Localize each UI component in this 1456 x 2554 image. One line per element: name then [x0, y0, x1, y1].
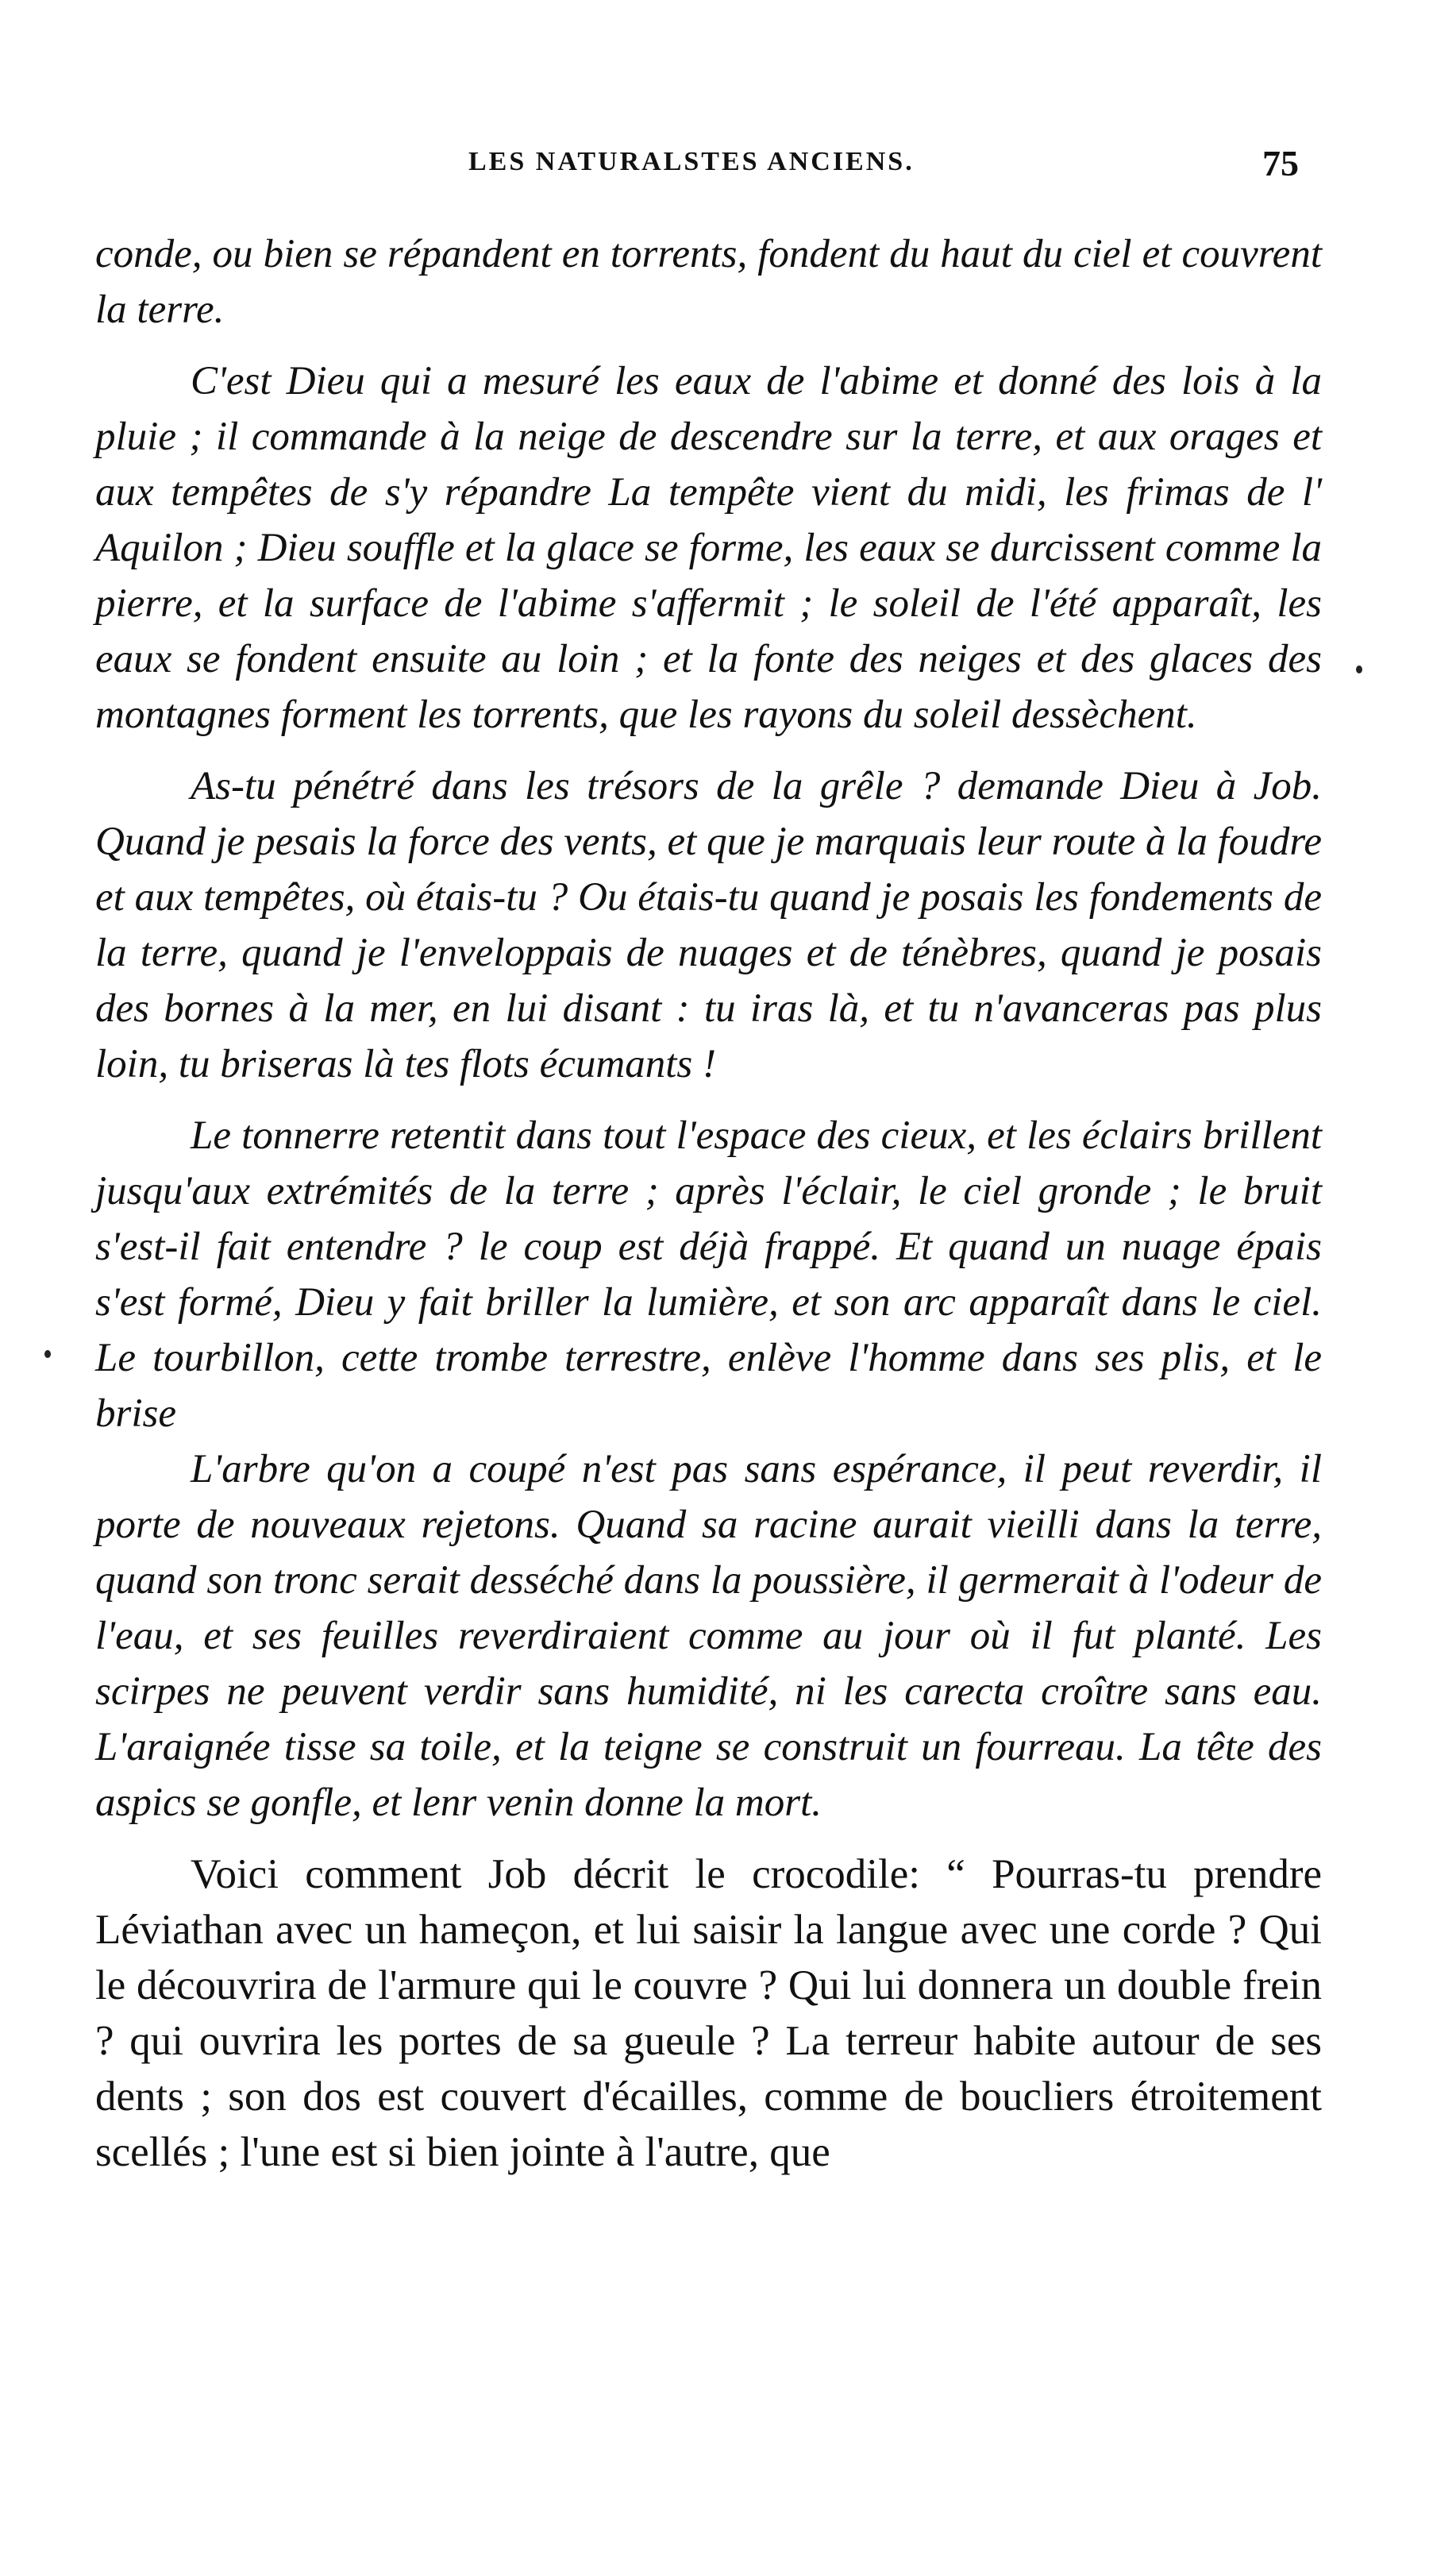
ink-speck — [44, 1350, 51, 1358]
page-number: 75 — [1262, 143, 1299, 183]
crocodile-quote: “ Pourras-tu prendre Léviathan avec un hameçon, et lui saisir la langue avec une corde ? Qui le découvrira de l'armure qui le couvre ? Qui lui donnera un double frein ? qui ouvrira les portes de sa gueule ? La terreur habite autour de ses dents ; son dos est couvert d'écailles, comme de boucliers étroitement scellés ; l'une est si bien jointe à l'autre, que — [95, 1851, 1323, 2175]
running-head — [0, 143, 1456, 195]
paragraph-tree: L'arbre qu'on a coupé n'est pas sans espérance, il peut reverdir, il porte de nouveaux rejetons. Quand sa racine aurait vieilli dans la terre, quand son tronc serait desséché dans la poussière, il germerait à l'odeur de l'eau, et ses feuilles reverdiraient comme au jour où il fut planté. Les scirpes ne peuvent verdir sans humidité, ni les carecta croître sans eau. L'araignée tisse sa toile, et la teigne se construit un fourreau. La tête des aspics se gonfle, et lenr venin donne la mort. — [95, 1447, 1322, 1825]
ink-speck — [1356, 666, 1362, 673]
body-text — [95, 226, 1322, 2180]
crocodile-intro: Voici comment Job décrit le crocodile: — [191, 1851, 947, 1897]
paragraph-abyss: C'est Dieu qui a mesuré les eaux de l'abime et donné des lois à la pluie ; il commande à la neige de descendre sur la terre, et aux orages et aux tempêtes de s'y répandre La tempête vient du midi, les frimas de l' Aquilon ; Dieu souffle et la glace se forme, les eaux se durcissent comme la pierre, et la surface de l'abime s'affermit ; le soleil de l'été apparaît, les eaux se fondent ensuite au loin ; et la fonte des neiges et des glaces des montagnes forment les torrents, que les rayons du soleil dessèchent. — [95, 359, 1322, 737]
paragraph-hail: As-tu pénétré dans les trésors de la grêle ? demande Dieu à Job. Quand je pesais la force des vents, et que je marquais leur route à la foudre et aux tempêtes, où étais-tu ? Ou étais-tu quand je posais les fondements de la terre, quand je l'enveloppais de nuages et de ténèbres, quand je posais des bornes à la mer, en lui disant : tu iras là, et tu n'avanceras pas plus loin, tu briseras là tes flots écumants ! — [95, 764, 1322, 1086]
running-title: LES NATURALSTES ANCIENS. — [468, 147, 915, 176]
paragraph-thunder: Le tonnerre retentit dans tout l'espace des cieux, et les éclairs brillent jusqu'aux extrémités de la terre ; après l'éclair, le ciel gronde ; le bruit s'est-il fait entendre ? le coup est déjà frappé. Et quand un nuage épais s'est formé, Dieu y fait briller la lumière, et son arc apparaît dans le ciel. Le tourbillon, cette trombe terrestre, enlève l'homme dans ses plis, et le brise — [95, 1113, 1322, 1436]
paragraph-continuation: conde, ou bien se répandent en torrents, fondent du haut du ciel et couvrent la terre. — [95, 232, 1322, 332]
paragraph-crocodile — [95, 1846, 1322, 2180]
